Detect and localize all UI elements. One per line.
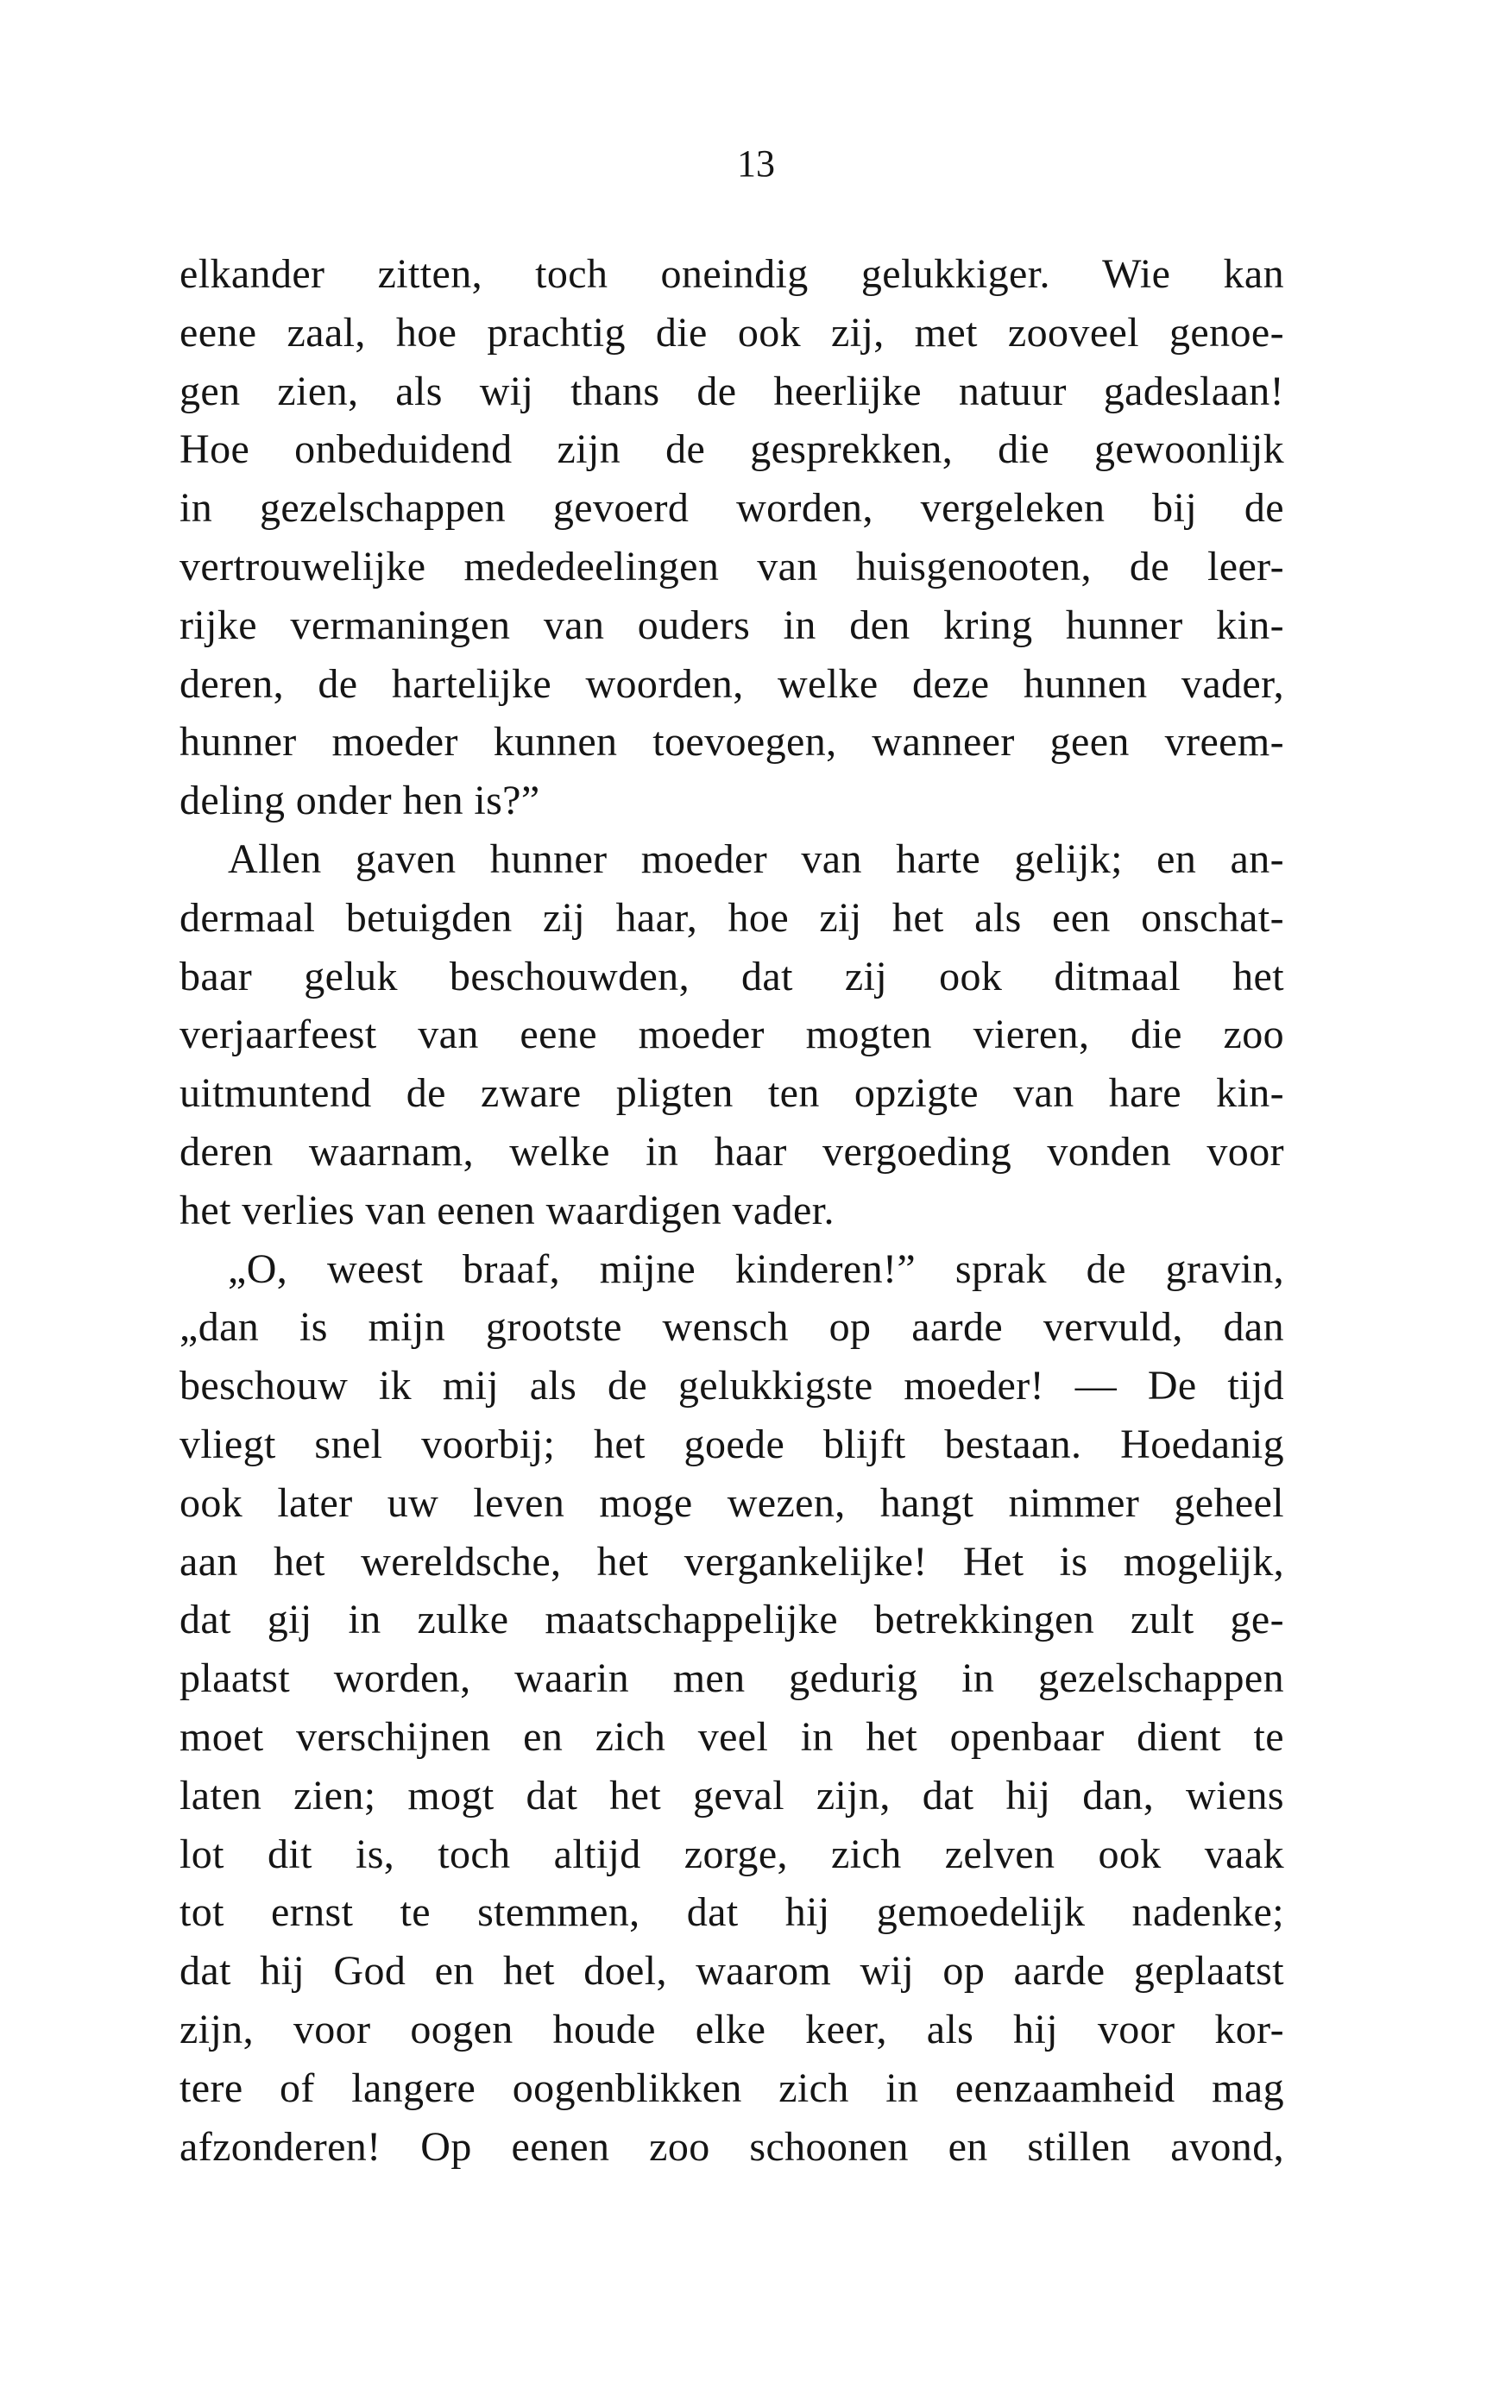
text-line: rijke vermaningen van ouders in den kring hunner kin- [180, 602, 1284, 648]
text-line: „dan is mijn grootste wensch op aarde vervuld, dan [180, 1304, 1284, 1351]
text-line: tere of langere oogenblikken zich in eenzaamheid mag [180, 2064, 1284, 2111]
text-line: in gezelschappen gevoerd worden, vergeleken bij de [180, 485, 1284, 532]
text-line: beschouw ik mij als de gelukkigste moeder! — De tijd [180, 1363, 1284, 1409]
text-line: deren waarnam, welke in haar vergoeding vonden voor [180, 1128, 1284, 1175]
text-line: gen zien, als wij thans de heerlijke natuur gadeslaan! [180, 368, 1284, 414]
text-line: zijn, voor oogen houde elke keer, als hij voor kor- [180, 2006, 1284, 2052]
text-line: eene zaal, hoe prachtig die ook zij, met zooveel genoe- [180, 309, 1284, 356]
text-line: plaatst worden, waarin men gedurig in gezelschappen [180, 1655, 1284, 1702]
text-line: vliegt snel voorbij; het goede blijft bestaan. Hoedanig [180, 1421, 1284, 1467]
text-line: ook later uw leven moge wezen, hangt nimmer geheel [180, 1479, 1284, 1526]
text-line: verjaarfeest van eene moeder mogten vieren, die zoo [180, 1012, 1284, 1058]
text-line: Allen gaven hunner moeder van harte gelijk; en an- [228, 835, 1284, 882]
text-line: het verlies van eenen waardigen vader. [180, 1187, 835, 1233]
text-line: Hoe onbeduidend zijn de gesprekken, die gewoonlijk [180, 426, 1284, 473]
text-line: laten zien; mogt dat het geval zijn, dat hij dan, wiens [180, 1772, 1284, 1819]
text-line: deling onder hen is?” [180, 778, 540, 824]
body-text [180, 245, 1284, 2176]
text-line: dat gij in zulke maatschappelijke betrekkingen zult ge- [180, 1597, 1284, 1643]
text-line: lot dit is, toch altijd zorge, zich zelven ook vaak [180, 1831, 1284, 1877]
text-line: „O, weest braaf, mijne kinderen!” sprak de gravin, [228, 1245, 1284, 1292]
text-line: aan het wereldsche, het vergankelijke! Het is mogelijk, [180, 1538, 1284, 1585]
text-line: elkander zitten, toch oneindig gelukkiger. Wie kan [180, 251, 1284, 297]
text-line: vertrouwelijke mededeelingen van huisgenooten, de leer- [180, 543, 1284, 589]
text-line: afzonderen! Op eenen zoo schoonen en stillen avond, [180, 2123, 1284, 2170]
text-line: uitmuntend de zware pligten ten opzigte van hare kin- [180, 1070, 1284, 1117]
text-line: dat hij God en het doel, waarom wij op aarde geplaatst [180, 1948, 1284, 1995]
text-line: hunner moeder kunnen toevoegen, wanneer geen vreem- [180, 719, 1284, 766]
text-line: deren, de hartelijke woorden, welke deze hunnen vader, [180, 660, 1284, 707]
text-line: baar geluk beschouwden, dat zij ook ditmaal het [180, 953, 1284, 999]
page-number: 13 [737, 142, 775, 185]
text-line: dermaal betuigden zij haar, hoe zij het als een onschat- [180, 894, 1284, 941]
text-line: moet verschijnen en zich veel in het openbaar dient te [180, 1713, 1284, 1760]
text-line: tot ernst te stemmen, dat hij gemoedelijk nadenke; [180, 1889, 1284, 1936]
